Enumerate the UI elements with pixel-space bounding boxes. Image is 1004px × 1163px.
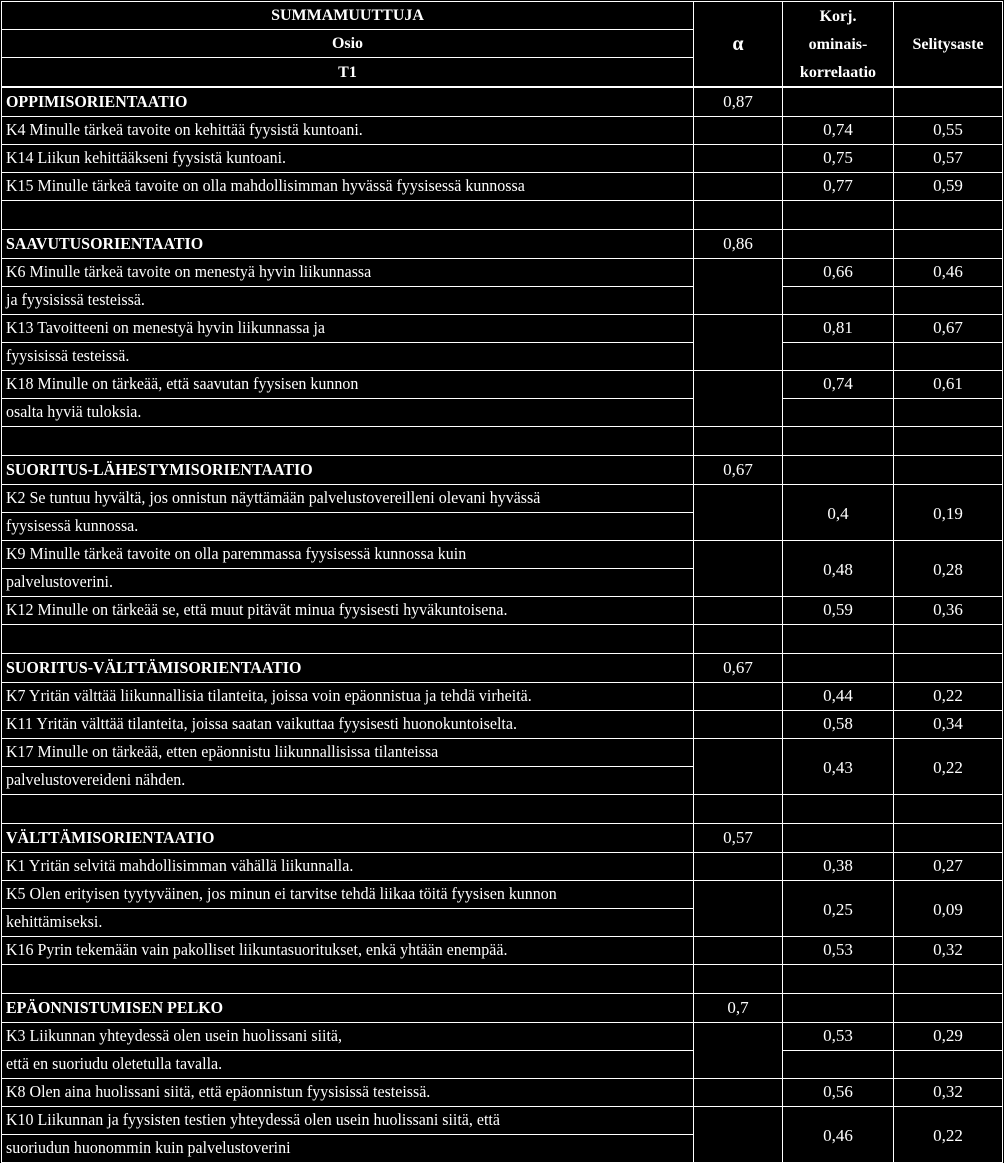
item-text-cell bbox=[1, 314, 694, 343]
selitys-value: 0,29 bbox=[933, 1026, 963, 1045]
item-text-line: että en suoriudu oletetulla tavalla. bbox=[6, 1054, 223, 1073]
item-text-cell bbox=[1, 596, 694, 625]
section-alpha-cell bbox=[693, 653, 783, 683]
blank-cell bbox=[893, 794, 1003, 824]
korj-cell bbox=[782, 852, 894, 881]
item-text-cell bbox=[1, 172, 694, 201]
selitys-value: 0,27 bbox=[933, 856, 963, 875]
item-text-line: palvelustovereideni nähden. bbox=[6, 770, 186, 789]
korj-cell bbox=[782, 116, 894, 145]
empty-cell bbox=[693, 144, 783, 173]
selitys-cell bbox=[893, 144, 1003, 173]
item-text-cell bbox=[1, 852, 694, 881]
korj-value: 0,74 bbox=[823, 120, 853, 139]
section-title: SAAVUTUSORIENTAATIO bbox=[6, 234, 204, 253]
empty-cell bbox=[893, 455, 1003, 485]
empty-cell bbox=[782, 229, 894, 259]
item-text-line: K6 Minulle tärkeä tavoite on menestyä hyvin liikunnassa bbox=[6, 262, 372, 281]
empty-cell bbox=[893, 398, 1003, 427]
empty-cell bbox=[693, 258, 783, 315]
korj-value: 0,48 bbox=[823, 559, 853, 579]
selitys-cell bbox=[893, 738, 1003, 795]
blank-cell bbox=[693, 794, 783, 824]
korj-value: 0,38 bbox=[823, 856, 853, 875]
section-alpha-cell bbox=[693, 823, 783, 853]
empty-cell bbox=[893, 823, 1003, 853]
item-text-cell bbox=[1, 484, 694, 513]
selitys-value: 0,67 bbox=[933, 318, 963, 337]
empty-cell bbox=[782, 398, 894, 427]
empty-cell bbox=[782, 823, 894, 853]
blank-cell bbox=[893, 964, 1003, 994]
korj-value: 0,56 bbox=[823, 1082, 853, 1101]
korj-value: 0,66 bbox=[823, 262, 853, 281]
section-alpha: 0,86 bbox=[723, 234, 753, 253]
korj-value: 0,4 bbox=[827, 503, 849, 523]
korj-cell bbox=[782, 596, 894, 625]
empty-cell bbox=[693, 314, 783, 371]
selitys-value: 0,32 bbox=[933, 1082, 963, 1101]
korj-value: 0,46 bbox=[823, 1125, 853, 1145]
header-selitysaste: Selitysaste bbox=[912, 36, 984, 53]
item-text-cell bbox=[1, 738, 694, 767]
section-alpha: 0,87 bbox=[723, 92, 753, 111]
empty-cell bbox=[693, 1106, 783, 1163]
item-text-cell bbox=[1, 682, 694, 711]
korj-cell bbox=[782, 1106, 894, 1163]
selitys-cell bbox=[893, 596, 1003, 625]
selitys-value: 0,32 bbox=[933, 940, 963, 959]
selitys-cell bbox=[893, 540, 1003, 597]
item-text-cell bbox=[1, 342, 694, 371]
empty-cell bbox=[782, 286, 894, 315]
korj-cell bbox=[782, 682, 894, 711]
item-text-line: K5 Olen erityisen tyytyväinen, jos minun ei tarvitse tehdä liikaa töitä fyysisen kunnon bbox=[6, 884, 557, 903]
item-text-cell bbox=[1, 1106, 694, 1135]
item-text-line: K12 Minulle on tärkeää se, että muut pitävät minua fyysisesti hyväkuntoisena. bbox=[6, 600, 508, 619]
item-text-line: K4 Minulle tärkeä tavoite on kehittää fyysistä kuntoani. bbox=[6, 120, 363, 139]
empty-cell bbox=[693, 596, 783, 625]
header-korj-1: Korj. bbox=[819, 8, 857, 25]
korj-value: 0,53 bbox=[823, 1026, 853, 1045]
empty-cell bbox=[782, 87, 894, 117]
item-text-line: kehittämiseksi. bbox=[6, 912, 103, 931]
section-title-cell bbox=[1, 993, 694, 1023]
header-alpha: α bbox=[732, 33, 744, 55]
korj-cell bbox=[782, 710, 894, 739]
section-alpha-cell bbox=[693, 455, 783, 485]
empty-cell bbox=[693, 1078, 783, 1107]
section-alpha-cell bbox=[693, 993, 783, 1023]
selitys-value: 0,46 bbox=[933, 262, 963, 281]
blank-cell bbox=[693, 200, 783, 230]
header-t1-cell bbox=[1, 57, 694, 87]
item-text-cell bbox=[1, 1050, 694, 1079]
selitys-cell bbox=[893, 314, 1003, 343]
section-title: SUORITUS-LÄHESTYMISORIENTAATIO bbox=[6, 460, 313, 479]
item-text-line: suoriudun huonommin kuin palvelustoverini bbox=[6, 1138, 291, 1157]
empty-cell bbox=[693, 1022, 783, 1079]
item-text-cell bbox=[1, 908, 694, 937]
item-text-line: K16 Pyrin tekemään vain pakolliset liikuntasuoritukset, enkä yhtään enempää. bbox=[6, 940, 508, 959]
selitys-value: 0,57 bbox=[933, 148, 963, 167]
korj-cell bbox=[782, 540, 894, 597]
section-title-cell bbox=[1, 229, 694, 259]
korj-value: 0,74 bbox=[823, 374, 853, 393]
selitys-value: 0,09 bbox=[933, 899, 963, 919]
selitys-value: 0,61 bbox=[933, 374, 963, 393]
item-text-cell bbox=[1, 1134, 694, 1163]
item-text-cell bbox=[1, 540, 694, 569]
item-text-cell bbox=[1, 144, 694, 173]
selitys-cell bbox=[893, 172, 1003, 201]
selitys-value: 0,28 bbox=[933, 559, 963, 579]
blank-cell bbox=[893, 624, 1003, 654]
blank-cell bbox=[693, 624, 783, 654]
empty-cell bbox=[693, 738, 783, 795]
korj-cell bbox=[782, 314, 894, 343]
empty-cell bbox=[893, 653, 1003, 683]
item-text-line: K3 Liikunnan yhteydessä olen usein huolissani siitä, bbox=[6, 1026, 342, 1045]
section-alpha-cell bbox=[693, 229, 783, 259]
section-alpha: 0,57 bbox=[723, 828, 753, 847]
korj-cell bbox=[782, 144, 894, 173]
korj-value: 0,77 bbox=[823, 176, 853, 195]
item-text-cell bbox=[1, 512, 694, 541]
header-korj-3: korrelaatio bbox=[799, 64, 877, 81]
item-text-cell bbox=[1, 258, 694, 287]
item-text-cell bbox=[1, 286, 694, 315]
korj-cell bbox=[782, 1078, 894, 1107]
section-title-cell bbox=[1, 823, 694, 853]
selitys-cell bbox=[893, 258, 1003, 287]
item-text-line: K11 Yritän välttää tilanteita, joissa saatan vaikuttaa fyysisesti huonokuntoiselta. bbox=[6, 714, 517, 733]
selitys-cell bbox=[893, 1106, 1003, 1163]
korj-value: 0,44 bbox=[823, 686, 853, 705]
empty-cell bbox=[693, 936, 783, 965]
korj-cell bbox=[782, 370, 894, 399]
korj-cell bbox=[782, 1022, 894, 1051]
empty-cell bbox=[693, 370, 783, 427]
section-title: VÄLTTÄMISORIENTAATIO bbox=[6, 828, 215, 847]
item-text-line: K14 Liikun kehittääkseni fyysistä kuntoani. bbox=[6, 148, 287, 167]
selitys-cell bbox=[893, 370, 1003, 399]
empty-cell bbox=[693, 484, 783, 541]
item-text-line: fyysisessä kunnossa. bbox=[6, 516, 139, 535]
item-text-line: K13 Tavoitteeni on menestyä hyvin liikunnassa ja bbox=[6, 318, 326, 337]
selitys-value: 0,34 bbox=[933, 714, 963, 733]
section-alpha: 0,67 bbox=[723, 460, 753, 479]
selitys-cell bbox=[893, 880, 1003, 937]
item-text-cell bbox=[1, 710, 694, 739]
item-text-cell bbox=[1, 568, 694, 597]
selitys-cell bbox=[893, 936, 1003, 965]
korj-value: 0,25 bbox=[823, 899, 853, 919]
korj-cell bbox=[782, 172, 894, 201]
korj-cell bbox=[782, 738, 894, 795]
blank-cell bbox=[1, 794, 694, 824]
blank-cell bbox=[782, 964, 894, 994]
blank-cell bbox=[693, 426, 783, 456]
korj-value: 0,59 bbox=[823, 600, 853, 619]
header-osio: Osio bbox=[331, 35, 364, 52]
item-text-cell bbox=[1, 370, 694, 399]
blank-cell bbox=[1, 624, 694, 654]
empty-cell bbox=[782, 993, 894, 1023]
header-selitysaste-cell bbox=[893, 1, 1003, 87]
korj-cell bbox=[782, 484, 894, 541]
blank-cell bbox=[1, 964, 694, 994]
header-t1: T1 bbox=[338, 64, 357, 81]
selitys-cell bbox=[893, 710, 1003, 739]
blank-cell bbox=[782, 624, 894, 654]
korj-value: 0,75 bbox=[823, 148, 853, 167]
item-text-line: K17 Minulle on tärkeää, etten epäonnistu liikunnallisissa tilanteissa bbox=[6, 742, 439, 761]
item-text-line: K15 Minulle tärkeä tavoite on olla mahdollisimman hyvässä fyysisessä kunnossa bbox=[6, 176, 525, 195]
korj-value: 0,53 bbox=[823, 940, 853, 959]
item-text-cell bbox=[1, 116, 694, 145]
item-text-cell bbox=[1, 880, 694, 909]
empty-cell bbox=[693, 116, 783, 145]
blank-cell bbox=[893, 200, 1003, 230]
korj-cell bbox=[782, 258, 894, 287]
item-text-line: K9 Minulle tärkeä tavoite on olla paremmassa fyysisessä kunnossa kuin bbox=[6, 544, 467, 563]
blank-cell bbox=[893, 426, 1003, 456]
section-title-cell bbox=[1, 653, 694, 683]
selitys-value: 0,55 bbox=[933, 120, 963, 139]
selitys-cell bbox=[893, 1078, 1003, 1107]
selitys-value: 0,59 bbox=[933, 176, 963, 195]
korj-value: 0,58 bbox=[823, 714, 853, 733]
empty-cell bbox=[893, 87, 1003, 117]
item-text-cell bbox=[1, 1078, 694, 1107]
selitys-cell bbox=[893, 116, 1003, 145]
selitys-cell bbox=[893, 852, 1003, 881]
blank-cell bbox=[1, 426, 694, 456]
item-text-line: K7 Yritän välttää liikunnallisia tilanteita, joissa voin epäonnistua ja tehdä virheitä. bbox=[6, 686, 532, 705]
empty-cell bbox=[893, 1050, 1003, 1079]
item-text-cell bbox=[1, 936, 694, 965]
item-text-line: K8 Olen aina huolissani siitä, että epäonnistun fyysisissä testeissä. bbox=[6, 1082, 431, 1101]
blank-cell bbox=[782, 426, 894, 456]
section-alpha-cell bbox=[693, 87, 783, 117]
empty-cell bbox=[893, 993, 1003, 1023]
korj-value: 0,43 bbox=[823, 757, 853, 777]
selitys-value: 0,22 bbox=[933, 686, 963, 705]
blank-cell bbox=[1, 200, 694, 230]
header-korj-2: ominais- bbox=[808, 36, 868, 53]
empty-cell bbox=[693, 852, 783, 881]
header-summamuuttuja-cell bbox=[1, 1, 694, 30]
section-title: SUORITUS-VÄLTTÄMISORIENTAATIO bbox=[6, 658, 302, 677]
header-korj-cell bbox=[782, 1, 894, 87]
empty-cell bbox=[693, 710, 783, 739]
empty-cell bbox=[782, 653, 894, 683]
header-alpha-cell bbox=[693, 1, 783, 87]
section-title-cell bbox=[1, 455, 694, 485]
selitys-value: 0,22 bbox=[933, 757, 963, 777]
empty-cell bbox=[782, 342, 894, 371]
item-text-line: osalta hyviä tuloksia. bbox=[6, 402, 142, 421]
empty-cell bbox=[893, 229, 1003, 259]
empty-cell bbox=[693, 540, 783, 597]
section-alpha: 0,7 bbox=[727, 998, 749, 1017]
section-title-cell bbox=[1, 87, 694, 117]
item-text-line: K10 Liikunnan ja fyysisten testien yhteydessä olen usein huolissani siitä, että bbox=[6, 1110, 500, 1129]
empty-cell bbox=[693, 172, 783, 201]
selitys-cell bbox=[893, 484, 1003, 541]
korj-cell bbox=[782, 880, 894, 937]
selitys-value: 0,36 bbox=[933, 600, 963, 619]
section-alpha: 0,67 bbox=[723, 658, 753, 677]
korj-cell bbox=[782, 936, 894, 965]
empty-cell bbox=[693, 880, 783, 937]
section-title: EPÄONNISTUMISEN PELKO bbox=[6, 998, 224, 1017]
item-text-line: ja fyysisissä testeissä. bbox=[6, 290, 145, 309]
selitys-value: 0,22 bbox=[933, 1125, 963, 1145]
item-text-line: fyysisissä testeissä. bbox=[6, 346, 130, 365]
empty-cell bbox=[693, 682, 783, 711]
blank-cell bbox=[782, 200, 894, 230]
item-text-cell bbox=[1, 1022, 694, 1051]
empty-cell bbox=[782, 1050, 894, 1079]
empty-cell bbox=[893, 286, 1003, 315]
selitys-cell bbox=[893, 682, 1003, 711]
item-text-line: K2 Se tuntuu hyvältä, jos onnistun näyttämään palvelustovereilleni olevani hyvässä bbox=[6, 488, 541, 507]
empty-cell bbox=[893, 342, 1003, 371]
selitys-value: 0,19 bbox=[933, 503, 963, 523]
item-text-cell bbox=[1, 766, 694, 795]
item-text-line: palvelustoverini. bbox=[6, 572, 113, 591]
item-text-line: K1 Yritän selvitä mahdollisimman vähällä liikunnalla. bbox=[6, 856, 354, 875]
empty-cell bbox=[782, 455, 894, 485]
header-summamuuttuja: SUMMAMUUTTUJA bbox=[271, 7, 424, 24]
section-title: OPPIMISORIENTAATIO bbox=[6, 92, 188, 111]
item-text-cell bbox=[1, 398, 694, 427]
blank-cell bbox=[693, 964, 783, 994]
blank-cell bbox=[782, 794, 894, 824]
korj-value: 0,81 bbox=[823, 318, 853, 337]
selitys-cell bbox=[893, 1022, 1003, 1051]
header-osio-cell bbox=[1, 29, 694, 58]
item-text-line: K18 Minulle on tärkeää, että saavutan fyysisen kunnon bbox=[6, 374, 359, 393]
